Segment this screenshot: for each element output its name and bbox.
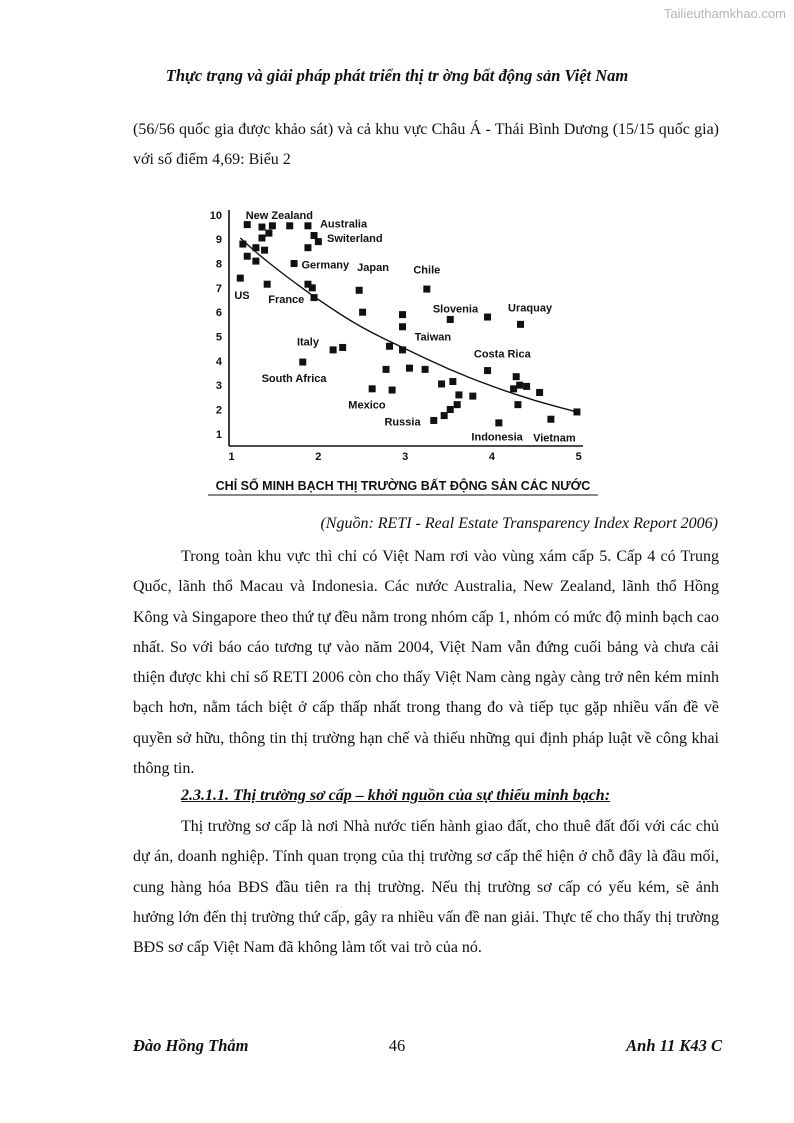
- data-point: [244, 221, 251, 228]
- data-point: [399, 323, 406, 330]
- country-label: Chile: [413, 264, 441, 277]
- data-point: [386, 343, 393, 350]
- data-point: [399, 311, 406, 318]
- country-label: Russia: [384, 416, 421, 429]
- x-tick-label: 1: [228, 451, 235, 463]
- data-point: [422, 366, 429, 373]
- data-point: [447, 316, 454, 323]
- data-point: [423, 286, 430, 293]
- y-tick-label: 1: [215, 428, 222, 441]
- data-point: [359, 309, 366, 316]
- country-label: Indonesia: [471, 431, 523, 444]
- y-tick-label: 2: [215, 404, 222, 417]
- body-paragraph-2: Thị trường sơ cấp là nơi Nhà nước tiến hành giao đất, cho thuê đất đối với các chủ dự án, doanh nghiệp. Tính quan trọng của thị trường sơ cấp thể hiện ở chỗ đây là đầu mối, cung hàng hóa BĐS đầu tiên ra thị trường. Nếu thị trường sơ cấp có yếu kém, sẽ ảnh hưởng lớn đến thị trường thứ cấp, gây ra nhiều vấn đề nan giải. Thực tế cho thấy thị trường BĐS sơ cấp Việt Nam đã không làm tốt vai trò của nó.: [133, 818, 719, 957]
- country-label: Uraquay: [508, 302, 553, 315]
- data-points-layer: [237, 221, 581, 426]
- data-point: [516, 382, 523, 389]
- data-point: [447, 406, 454, 413]
- country-label: Japan: [357, 262, 389, 275]
- data-point: [286, 222, 293, 229]
- y-tick-label: 5: [215, 331, 222, 344]
- data-point: [484, 367, 491, 374]
- data-point: [330, 346, 337, 353]
- data-point: [315, 238, 322, 245]
- data-point: [304, 222, 311, 229]
- data-point: [291, 260, 298, 267]
- data-point: [406, 365, 413, 372]
- country-label: Australia: [319, 218, 368, 231]
- chart-title: CHỈ SỐ MINH BẠCH THỊ TRƯỜNG BẤT ĐỘNG SẢN CÁC NƯỚC: [215, 479, 591, 493]
- data-point: [309, 284, 316, 291]
- data-point: [536, 389, 543, 396]
- y-tick-label: 4: [215, 355, 222, 368]
- data-point: [510, 385, 517, 392]
- data-point: [258, 224, 265, 231]
- x-tick-label: 5: [575, 451, 582, 463]
- y-tick-label: 8: [215, 258, 222, 271]
- country-label: Mexico: [348, 399, 386, 412]
- body-paragraph-1: Trong toàn khu vực thì chỉ có Việt Nam rơi vào vùng xám cấp 5. Cấp 4 có Trung Quốc, lãnh thổ Macau và Indonesia. Các nước Australia, New Zealand, lãnh thổ Hồng Kông và Singapore theo thứ tự đều nằm trong nhóm cấp 1, nhóm có mức độ minh bạch cao nhất. So với báo cáo tương tự vào năm 2004, Việt Nam vẫn đứng cuối bảng và chưa cải thiện được khi chỉ số RETI 2006 còn cho thấy Việt Nam càng ngày càng trở nên kém minh bạch hơn, nằm tách biệt ở cấp thấp nhất trong thang đo và tiếp tục gặp nhiều vấn đề về quyền sở hữu, thông tin thị trường hạn chế và thiếu những qui định pháp luật về công khai thông tin.: [133, 548, 719, 778]
- data-point: [438, 380, 445, 387]
- footer-author: Đào Hồng Thắm: [133, 1036, 249, 1055]
- running-header: Thực trạng và giải pháp phát triển thị tr ờng bất động sản Việt Nam: [165, 66, 629, 85]
- data-point: [239, 241, 246, 248]
- data-point: [261, 247, 268, 254]
- watermark: Tailieuthamkhao.com: [663, 6, 786, 21]
- data-point: [252, 258, 259, 265]
- data-point: [304, 244, 311, 251]
- y-tick-label: 6: [215, 307, 222, 320]
- footer-class-code: Anh 11 K43 C: [626, 1036, 722, 1055]
- data-point: [547, 416, 554, 423]
- data-point: [441, 412, 448, 419]
- x-tick-label: 3: [402, 451, 409, 463]
- country-label: Germany: [301, 259, 350, 272]
- x-tick-label: 4: [488, 451, 495, 463]
- intro-paragraph: (56/56 quốc gia được khảo sát) và cả khu vực Châu Á - Thái Bình Dương (15/15 quốc gia) với số điểm 4,69: Biểu 2: [133, 121, 719, 169]
- data-point: [454, 401, 461, 408]
- data-point: [469, 393, 476, 400]
- country-label: Taiwan: [414, 331, 452, 344]
- data-point: [513, 373, 520, 380]
- country-label: France: [268, 293, 305, 306]
- country-label: New Zealand: [245, 209, 313, 222]
- country-label: Slovenia: [432, 303, 479, 316]
- data-point: [449, 378, 456, 385]
- data-point: [244, 253, 251, 260]
- data-point: [258, 234, 265, 241]
- data-point: [514, 401, 521, 408]
- y-tick-label: 3: [215, 380, 222, 393]
- data-point: [369, 385, 376, 392]
- data-point: [455, 391, 462, 398]
- y-tick-label: 10: [209, 209, 222, 222]
- data-point: [311, 232, 318, 239]
- data-point: [399, 346, 406, 353]
- x-tick-label: 2: [315, 451, 322, 463]
- data-point: [573, 408, 580, 415]
- data-point: [339, 344, 346, 351]
- chart-source-note: (Nguồn: RETI - Real Estate Transparency Index Report 2006): [320, 515, 718, 532]
- country-label: Costa Rica: [473, 348, 531, 361]
- data-point: [484, 314, 491, 321]
- data-point: [517, 321, 524, 328]
- country-label: US: [234, 290, 250, 303]
- y-tick-label: 7: [215, 282, 222, 295]
- section-heading: 2.3.1.1. Thị trường sơ cấp – khởi nguồn của sự thiếu minh bạch:: [181, 787, 611, 804]
- country-label: South Africa: [261, 372, 327, 385]
- y-tick-label: 9: [215, 234, 222, 247]
- data-point: [299, 359, 306, 366]
- data-point: [389, 387, 396, 394]
- data-point: [252, 244, 259, 251]
- data-point: [237, 275, 244, 282]
- data-point: [523, 383, 530, 390]
- data-point: [311, 294, 318, 301]
- data-point: [495, 419, 502, 426]
- data-point: [265, 230, 272, 237]
- data-point: [430, 417, 437, 424]
- data-point: [264, 281, 271, 288]
- country-label: Vietnam: [533, 432, 576, 445]
- data-point: [383, 366, 390, 373]
- footer-page-number: 46: [388, 1036, 406, 1055]
- data-point: [269, 222, 276, 229]
- data-point: [356, 287, 363, 294]
- country-label: Switerland: [326, 232, 383, 245]
- country-label: Italy: [296, 336, 319, 349]
